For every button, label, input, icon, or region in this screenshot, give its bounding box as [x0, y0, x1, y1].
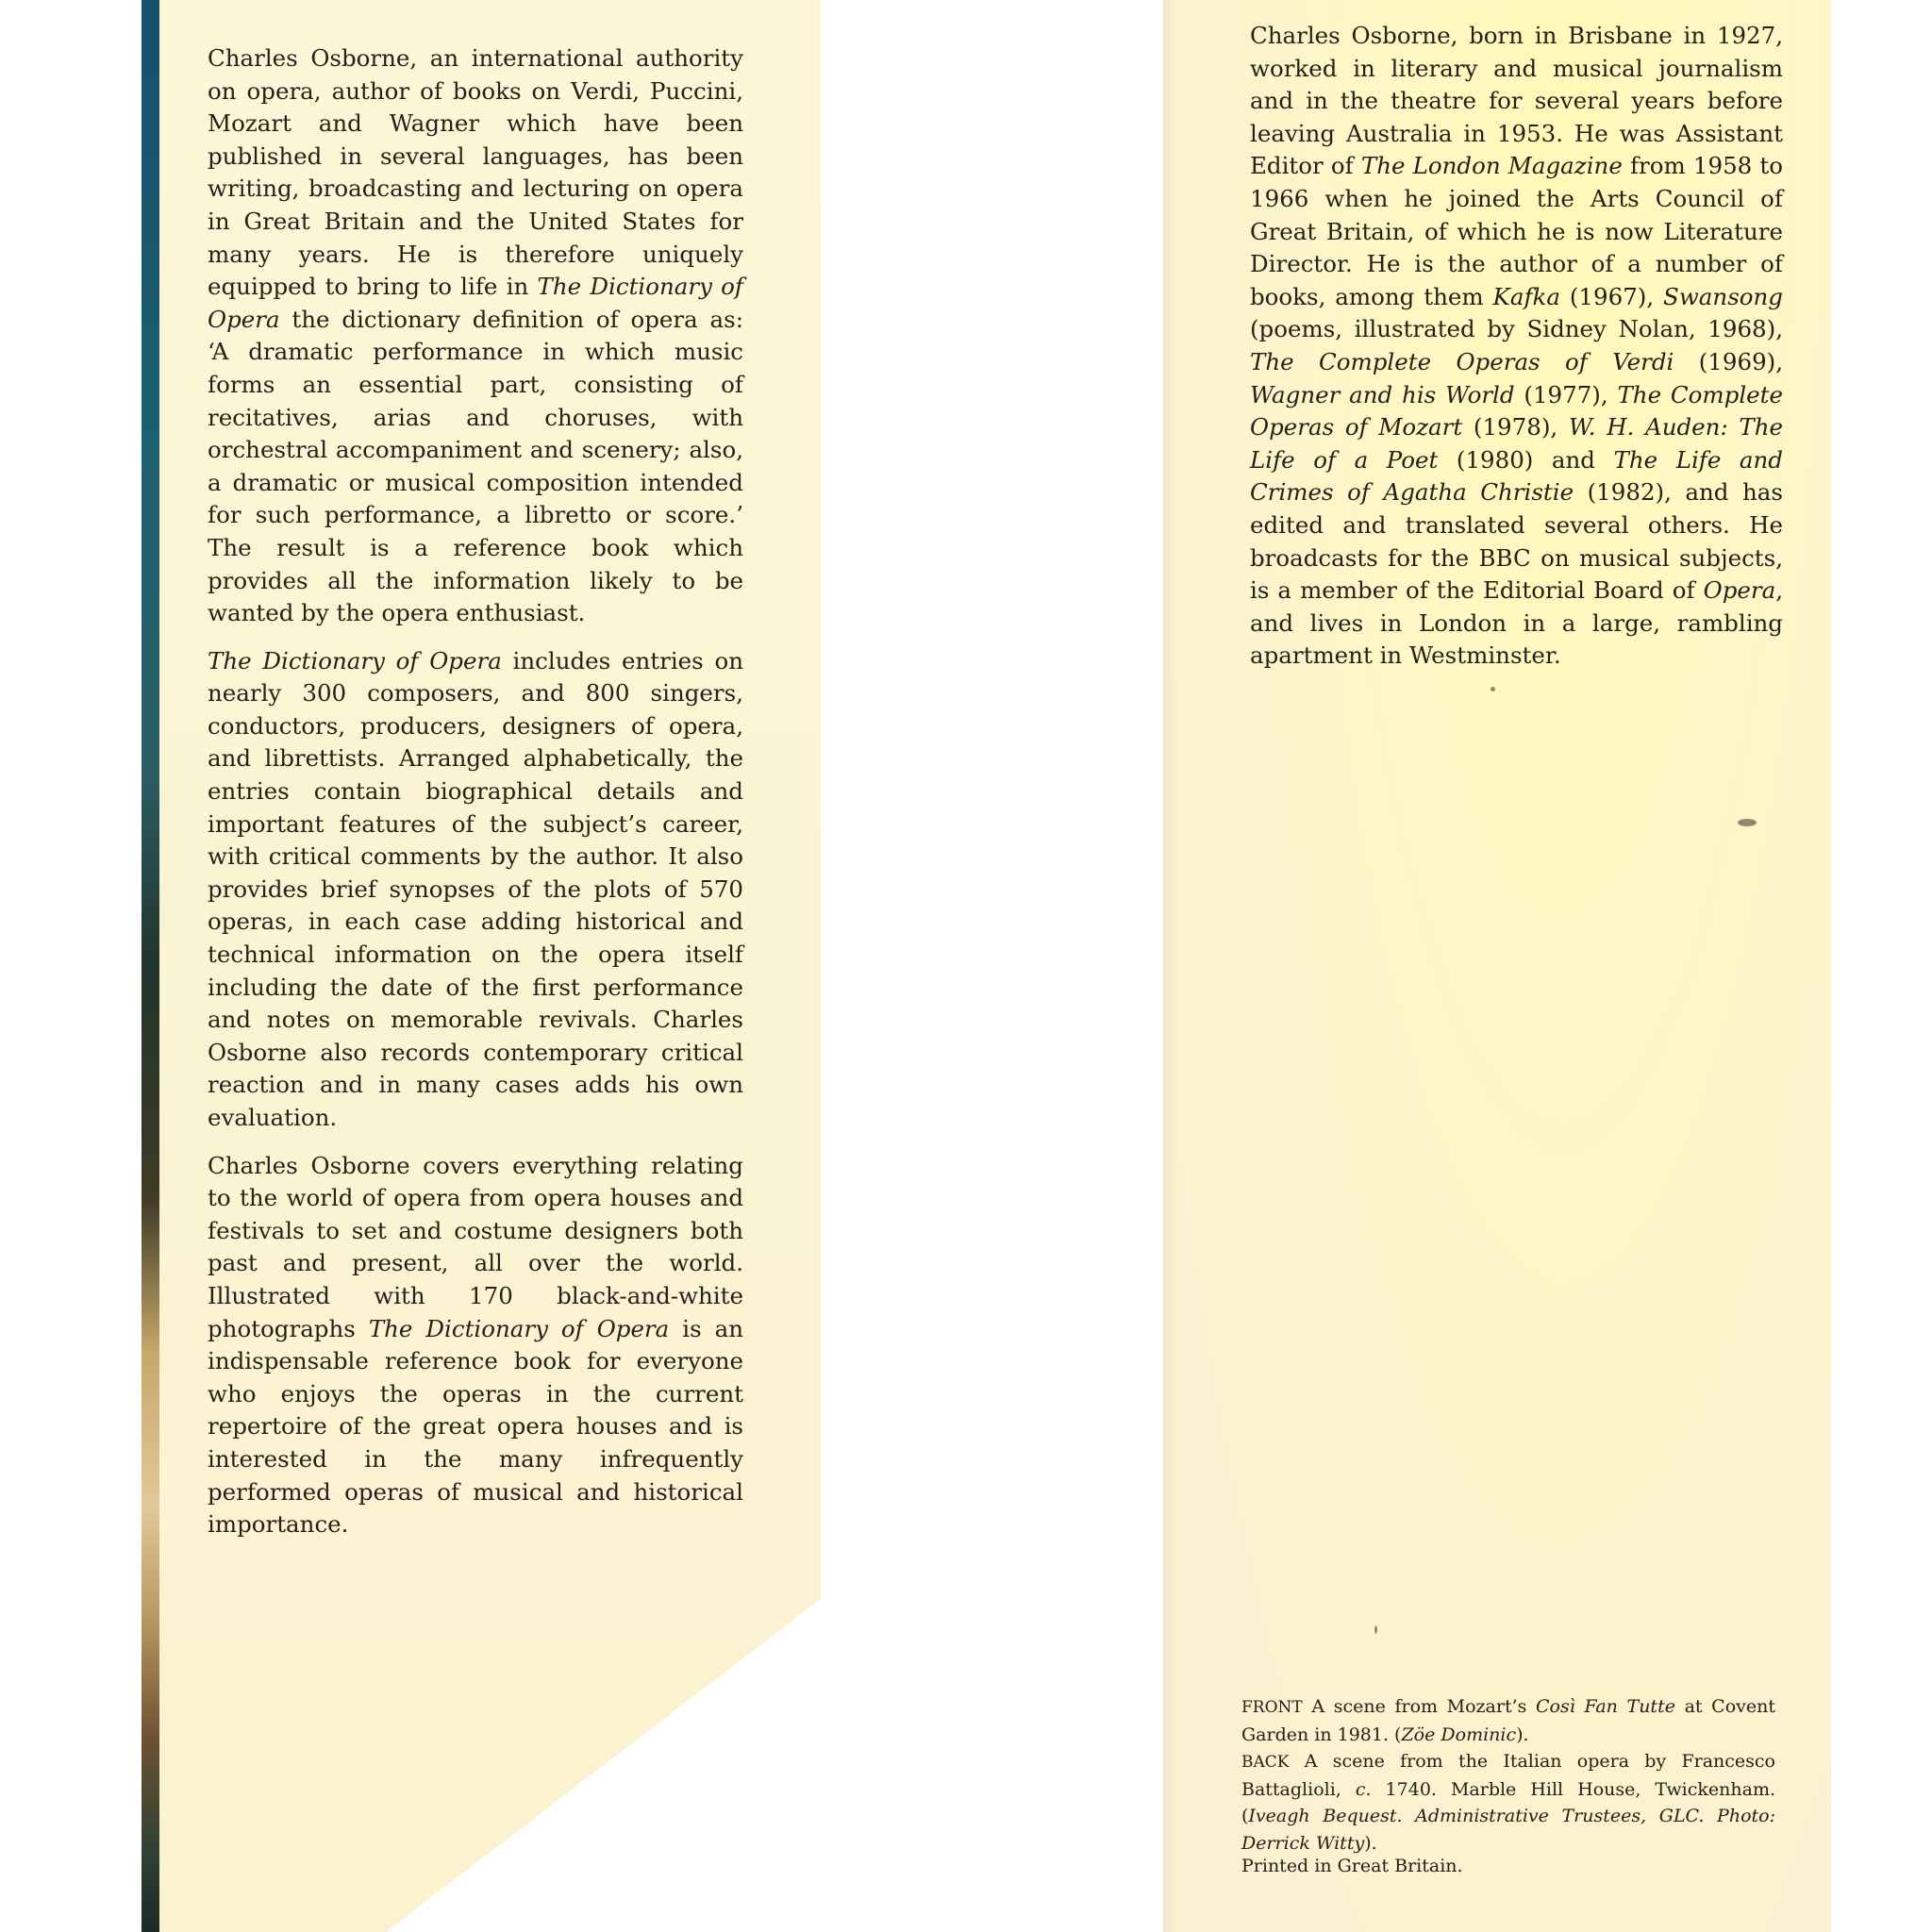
scope-paragraph: Charles Osborne covers everything relating to the world of opera from opera houses and festivals to set and costume designers both past and present, all over the world. Illustrated with 170 black-and-white photographs The Dictionary of Opera is an indispensable reference book for everyone who enjoys the operas in the current repertoire of the great opera houses and is interested in the many infrequently performed operas of musical and historical importance. [208, 1151, 743, 1539]
cover-edge-strip [142, 0, 159, 1932]
biography-paragraph: Charles Osborne, born in Brisbane in 1927, worked in literary and musical journalism and in the theatre for several years before leaving Australia in 1953. He was Assistant Editor of The London Magazine from 1958 to 1966 when he joined the Arts Council of Great Britain, of which he is now Literature Director. He is the author of a number of books, among them Kafka (1967), Swansong (poems, illustrated by Sidney Nolan, 1968), The Complete Operas of Verdi (1969), Wagner and his World (1977), The Complete Operas of Mozart (1978), W. H. Auden: The Life of a Poet (1980) and The Life and Crimes of Agatha Christie (1982), and has edited and translated several others. He broadcasts for the BBC on musical subjects, is a member of the Editorial Board of Opera, and lives in London in a large, rambling apartment in Westminster. [1250, 22, 1784, 670]
intro-paragraph: Charles Osborne, an international authority on opera, author of books on Verdi, Puccini, Mozart and Wagner which have been published in several languages, has been writing, broadcasting and lecturing on opera in Great Britain and the United States for many years. He is therefore uniquely equipped to bring to life in The Dictionary of Opera the dictionary definition of opera as: ‘A dramatic performance in which music forms an essential part, consisting of recitatives, arias and choruses, with orchestral accompaniment and scenery; also, a dramatic or musical composition intended for such performance, a libretto or score.’ The result is a reference book which provides all the information likely to be wanted by the opera enthusiast. [208, 44, 743, 627]
cover-credits [1241, 1693, 1775, 1857]
front-cover-credit: FRONT A scene from Mozart’s Così Fan Tutte at Covent Garden in 1981. (Zöe Dominic). [1241, 1696, 1775, 1745]
paper-speck [1374, 1625, 1377, 1634]
printed-in-note: Printed in Great Britain. [1241, 1856, 1463, 1876]
contents-paragraph: The Dictionary of Opera includes entries on nearly 300 composers, and 800 singers, conductors, producers, designers of opera, and librettists. Arranged alphabetically, the entries contain biographical details and important features of the subject’s career, with critical comments by the author. It also provides brief synopses of the plots of 570 operas, in each case adding historical and technical information on the opera itself including the date of the first performance and notes on memorable revivals. Charles Osborne also records contemporary critical reaction and in many cases adds his own evaluation. [208, 646, 743, 1131]
back-cover-credit: BACK A scene from the Italian opera by Francesco Battaglioli, c. 1740. Marble Hill House, Twickenham. (Iveagh Bequest. Administrative Trustees, GLC. Photo: Derrick Witty). [1241, 1751, 1775, 1854]
author-biography [1250, 20, 1783, 688]
paper-speck [1738, 819, 1757, 826]
left-column-text [208, 42, 743, 1557]
